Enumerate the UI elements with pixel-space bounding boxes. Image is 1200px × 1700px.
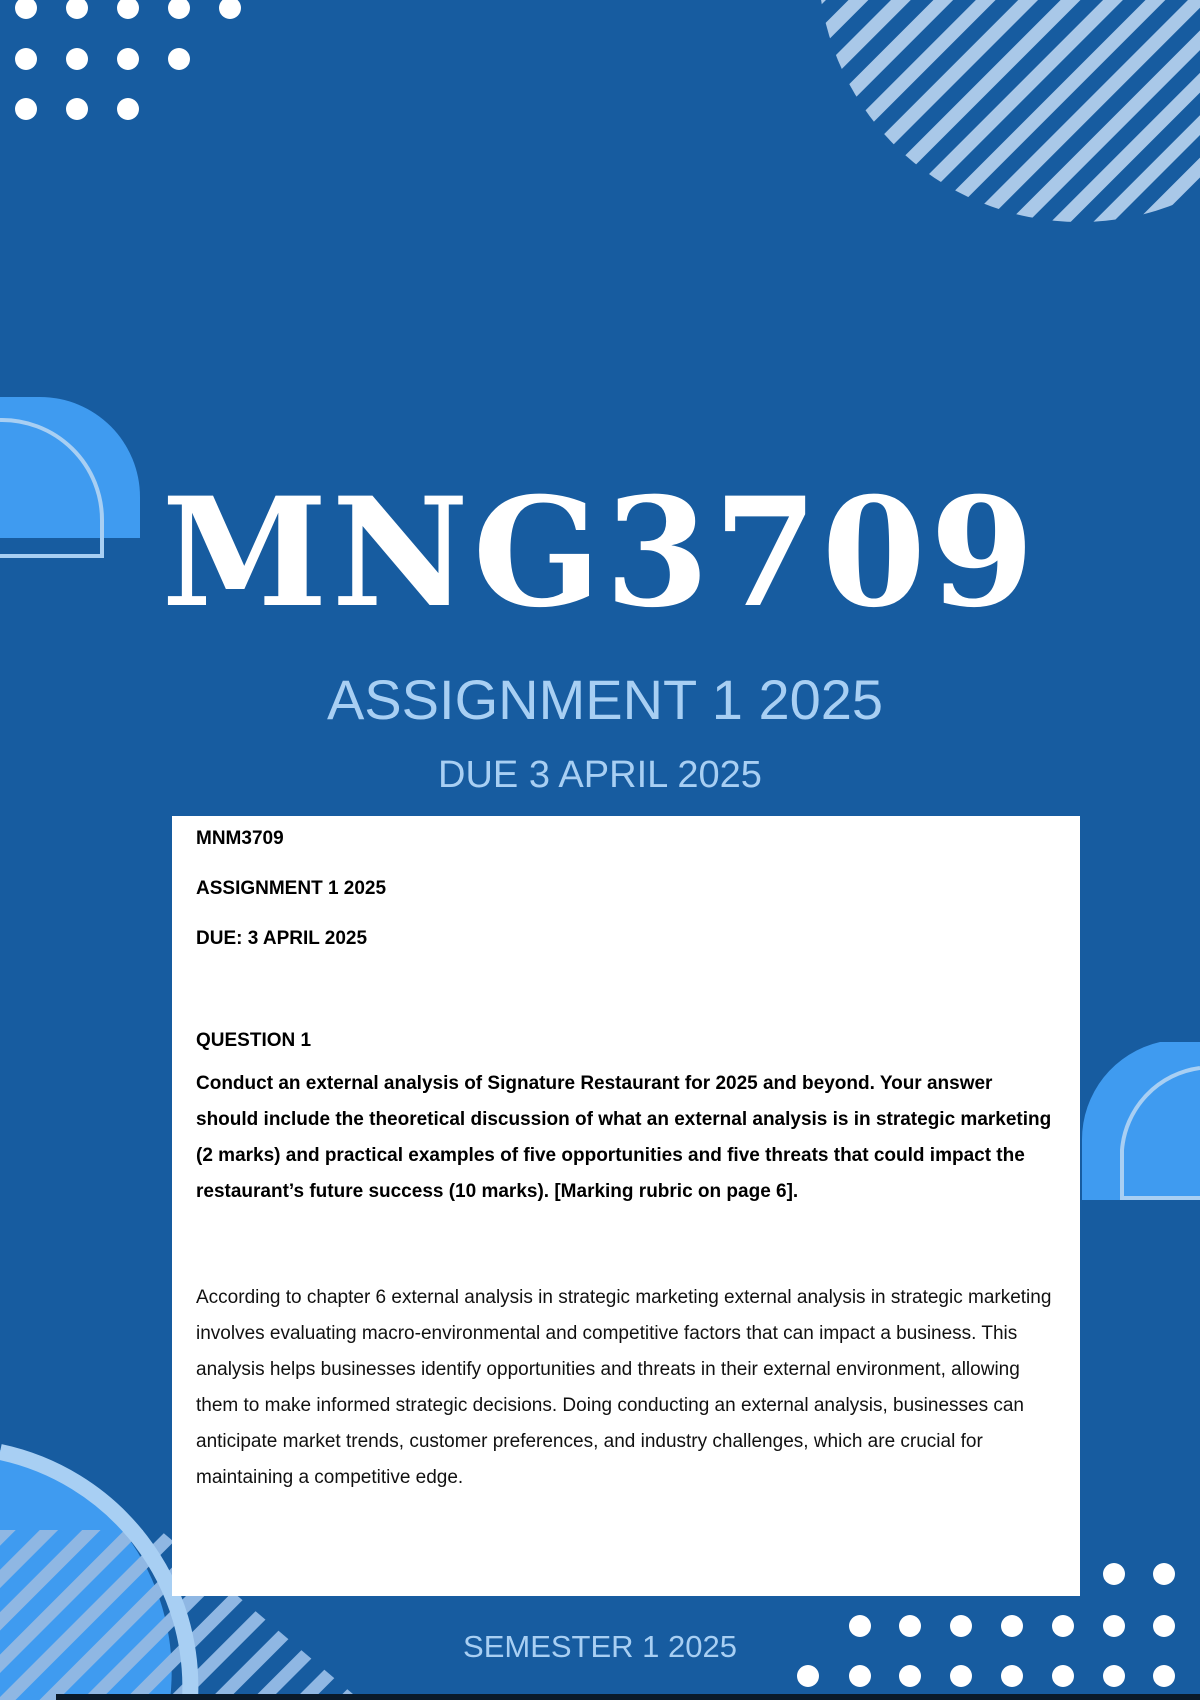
assignment-title: ASSIGNMENT 1 2025 — [326, 668, 884, 731]
arch-shape-right — [1082, 1042, 1200, 1200]
question-text: Conduct an external analysis of Signature Restaurant for 2025 and beyond. Your answer should include the theoretical discussion of what an external analysis is in strategic marketing (2 marks) and practical examples of five opportunities and five threats that could impact the restaurant’s future success (10 marks). [Marking rubric on page 6]. — [196, 1073, 1052, 1202]
due-date-title: DUE 3 APRIL 2025 — [438, 754, 762, 796]
striped-circle-top-right — [818, 0, 1200, 222]
question-heading: QUESTION 1 — [196, 1030, 312, 1051]
document-due-date: DUE: 3 APRIL 2025 — [196, 928, 368, 949]
answer-text: According to chapter 6 external analysis in strategic marketing external analysis in strategic marketing involves evaluating macro-environmental and competitive factors that can impact a business. This analysis helps businesses identify opportunities and threats in their external environment, allowing them to make informed strategic decisions. Doing conducting an external analysis, businesses can anticipate market trends, customer preferences, and industry challenges, which are crucial for maintaining a competitive edge. — [196, 1287, 1052, 1488]
bottom-divider — [56, 1694, 1200, 1700]
document-module-code: MNM3709 — [196, 828, 284, 849]
document-card — [172, 816, 1080, 1596]
course-code-title: MNG3709 — [161, 465, 1039, 641]
semester-label: SEMESTER 1 2025 — [463, 1629, 737, 1664]
dot-grid-top-left — [15, 0, 241, 120]
document-assignment: ASSIGNMENT 1 2025 — [196, 878, 387, 899]
